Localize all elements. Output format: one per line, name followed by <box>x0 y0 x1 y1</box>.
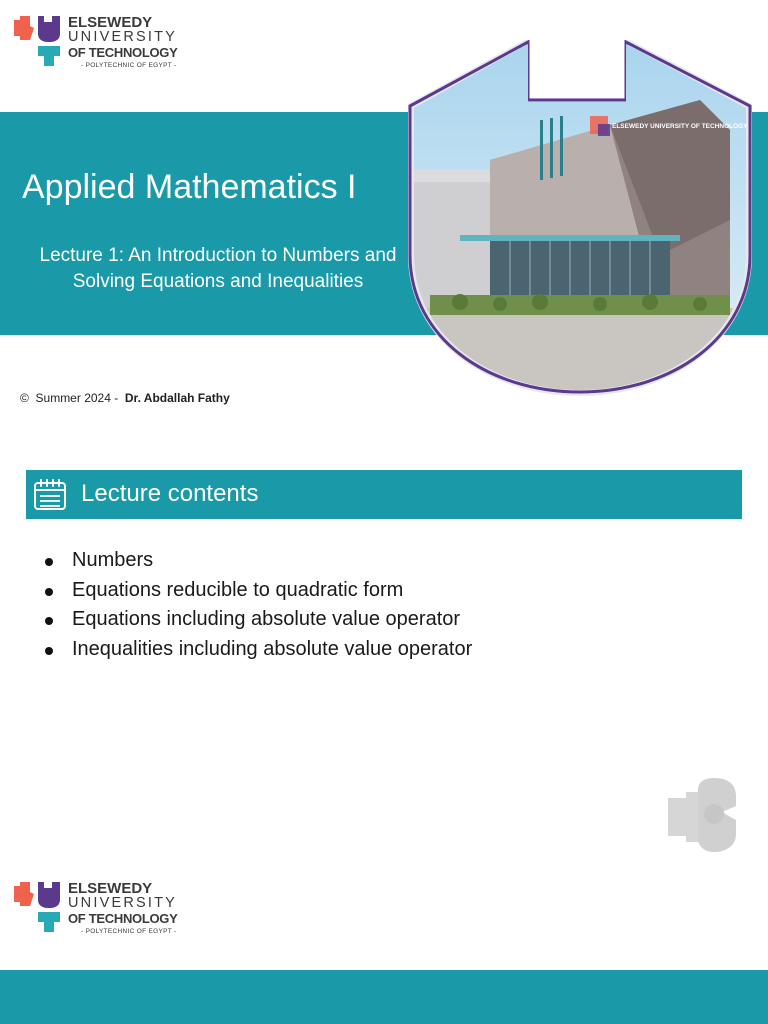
list-item: Equations including absolute value operator <box>44 605 472 635</box>
list-item: Inequalities including absolute value operator <box>44 635 472 665</box>
logo-line-elsewedy: ELSEWEDY <box>68 14 153 31</box>
term-label: Summer 2024 - <box>35 391 119 405</box>
author-name: Dr. Abdallah Fathy <box>124 391 230 405</box>
logo-line-technology: OF TECHNOLOGY <box>68 45 178 60</box>
university-logo-top <box>10 12 178 74</box>
calendar-icon <box>32 477 68 513</box>
logo-line-university: UNIVERSITY <box>68 29 178 45</box>
watermark-logo-icon <box>664 776 740 854</box>
lecture-contents-header <box>26 470 742 519</box>
university-logo-bottom <box>10 878 178 940</box>
logo-tagline: - POLYTECHNIC OF EGYPT - <box>81 928 177 935</box>
bullet-icon <box>45 558 53 566</box>
logo-line-university: UNIVERSITY <box>68 895 178 911</box>
list-item: Numbers <box>44 546 472 576</box>
lecture-subtitle: Lecture 1: An Introduction to Numbers and Solving Equations and Inequalities <box>39 245 397 292</box>
logo-line-technology: OF TECHNOLOGY <box>68 911 178 926</box>
bullet-icon <box>45 617 53 625</box>
course-title: Applied Mathematics I <box>22 168 357 206</box>
logo-line-elsewedy: ELSEWEDY <box>68 880 153 897</box>
logo-mark-icon <box>10 12 66 68</box>
bullet-icon <box>45 647 53 655</box>
campus-building-image <box>400 40 760 400</box>
logo-tagline: - POLYTECHNIC OF EGYPT - <box>81 62 177 69</box>
credits-line <box>20 391 230 405</box>
contents-list <box>44 546 472 664</box>
section-title: Lecture contents <box>81 480 259 507</box>
building-sign-text: ELSEWEDY UNIVERSITY OF TECHNOLOGY <box>612 123 748 130</box>
footer-band <box>0 970 768 1024</box>
list-item: Equations reducible to quadratic form <box>44 576 472 606</box>
logo-mark-icon <box>10 878 66 934</box>
copyright-symbol: © <box>20 391 29 405</box>
bullet-icon <box>45 588 53 596</box>
